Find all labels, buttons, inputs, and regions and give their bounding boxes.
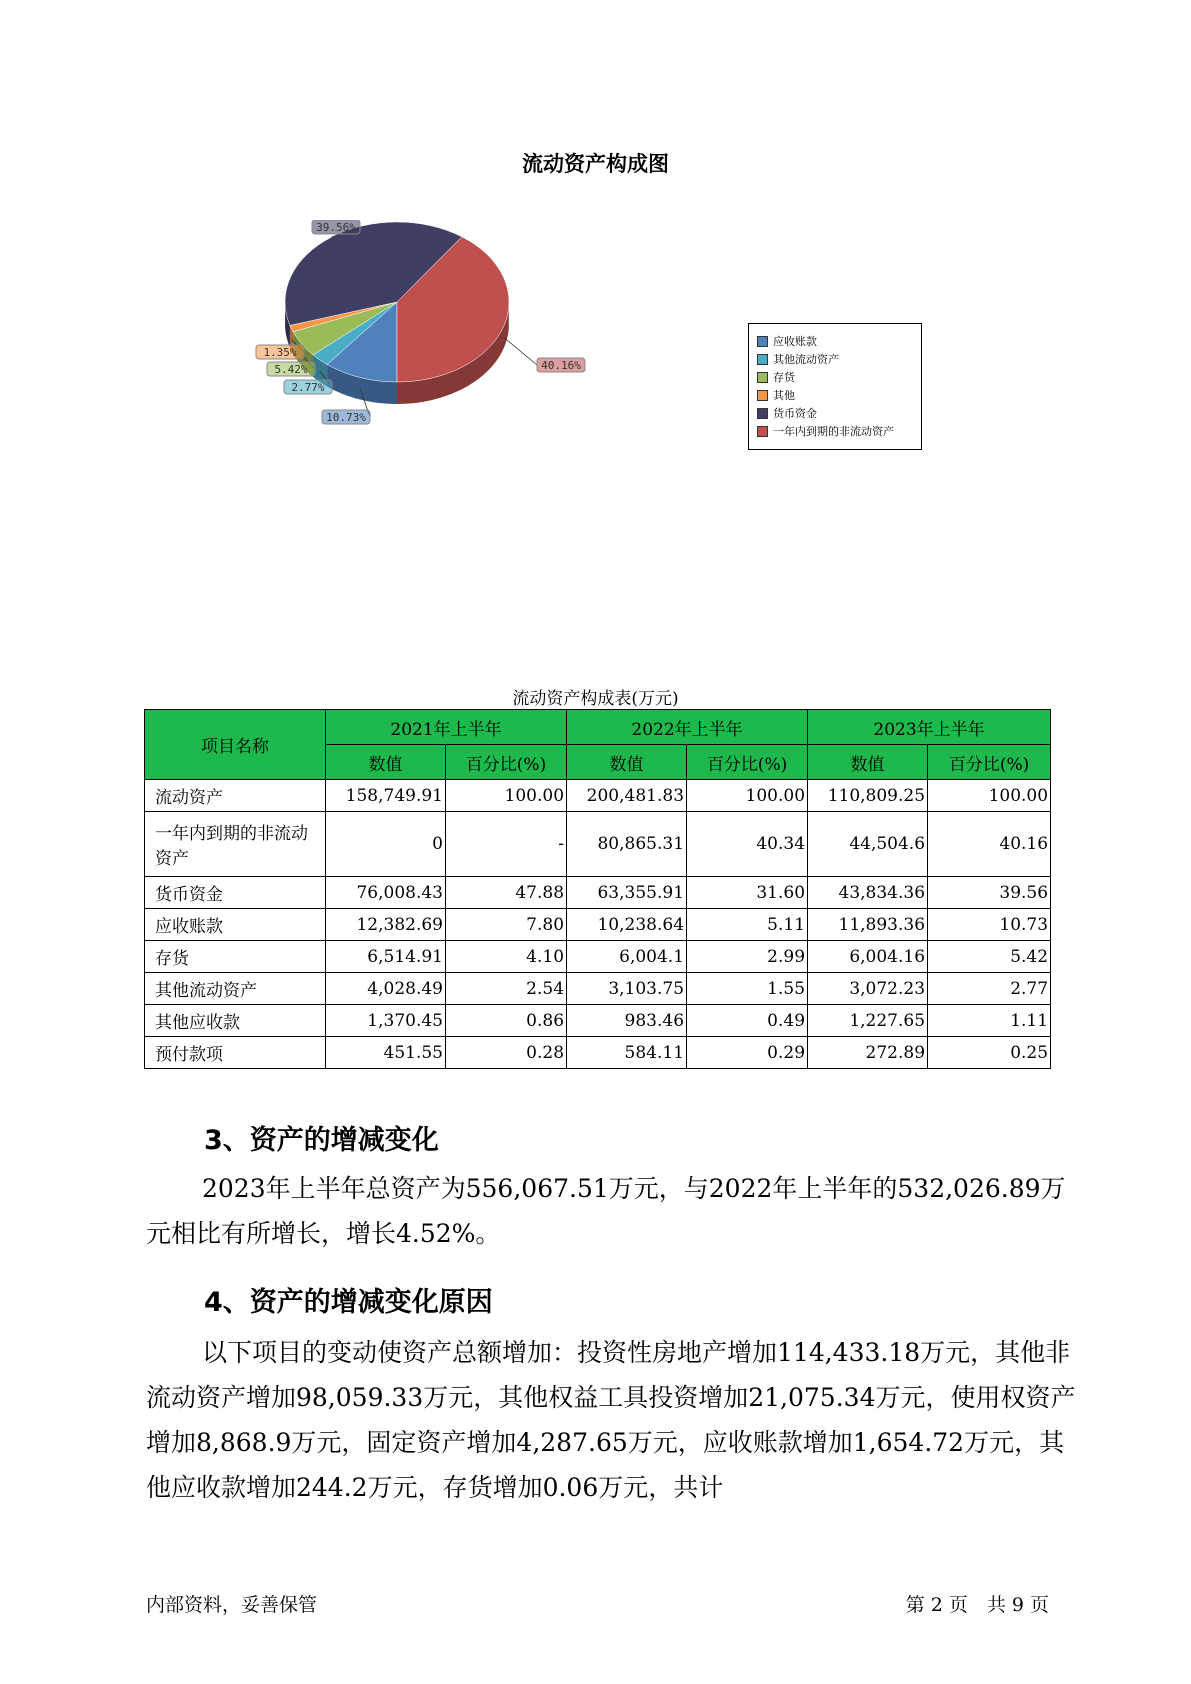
pie-leader-line (504, 337, 537, 365)
pie-data-label: 2.77% (291, 381, 325, 394)
pie-data-label: 40.16% (541, 359, 581, 372)
legend-swatch (757, 336, 768, 347)
cell-percent: 5.11 (687, 909, 808, 941)
legend-swatch (757, 390, 768, 401)
table-row (145, 909, 1051, 941)
cell-value: 4,028.49 (326, 973, 446, 1005)
legend-label: 其他流动资产 (773, 353, 839, 366)
cell-percent: - (446, 812, 567, 877)
table-caption: 流动资产构成表(万元) (512, 689, 679, 709)
cell-percent: 2.77 (928, 973, 1051, 1005)
legend-swatch (757, 426, 768, 437)
cell-value: 10,238.64 (567, 909, 687, 941)
cell-percent: 100.00 (446, 780, 567, 812)
cell-percent: 31.60 (687, 877, 808, 909)
legend-label: 应收账款 (773, 335, 817, 348)
cell-value: 11,893.36 (808, 909, 928, 941)
footer-page-number: 第 2 页 共 9 页 (905, 1594, 1049, 1616)
header-item-name: 项目名称 (145, 710, 326, 780)
legend-label: 一年内到期的非流动资产 (773, 425, 894, 438)
table-row (145, 941, 1051, 973)
row-name: 其他流动资产 (145, 973, 326, 1005)
footer-confidential: 内部资料，妥善保管 (146, 1594, 318, 1616)
legend-label: 其他 (773, 389, 795, 402)
cell-percent: 4.10 (446, 941, 567, 973)
section-3-paragraph (146, 1166, 1076, 1256)
cell-percent: 0.29 (687, 1037, 808, 1069)
header-value: 数值 (808, 745, 928, 780)
cell-percent: 0.25 (928, 1037, 1051, 1069)
cell-percent: 39.56 (928, 877, 1051, 909)
cell-percent: 1.55 (687, 973, 808, 1005)
pie-data-label: 10.73% (326, 411, 366, 424)
section-4-text: 以下项目的变动使资产总额增加：投资性房地产增加114,433.18万元，其他非流动资产增加98,059.33万元，其他权益工具投资增加21,075.34万元，使用权资产增加8,868.9万元，固定资产增加4,287.65万元，应收账款增加1,654.72万元，其他应收款增加244.2万元，存货增加0.06万元，共计 (146, 1338, 1076, 1502)
legend-item (757, 368, 921, 386)
legend-item (757, 350, 921, 368)
header-period: 2023年上半年 (808, 710, 1051, 745)
table-row (145, 1005, 1051, 1037)
legend-item (757, 386, 921, 404)
table-row (145, 973, 1051, 1005)
cell-value: 0 (326, 812, 446, 877)
cell-value: 272.89 (808, 1037, 928, 1069)
header-percent: 百分比(%) (687, 745, 808, 780)
section-3-text: 2023年上半年总资产为556,067.51万元，与2022年上半年的532,026.89万元相比有所增长，增长4.52%。 (146, 1174, 1066, 1248)
cell-value: 3,072.23 (808, 973, 928, 1005)
cell-percent: 0.28 (446, 1037, 567, 1069)
cell-value: 110,809.25 (808, 780, 928, 812)
table-row (145, 812, 1051, 877)
cell-percent: 7.80 (446, 909, 567, 941)
cell-value: 80,865.31 (567, 812, 687, 877)
cell-value: 983.46 (567, 1005, 687, 1037)
cell-value: 584.11 (567, 1037, 687, 1069)
row-name: 流动资产 (145, 780, 326, 812)
cell-percent: 0.86 (446, 1005, 567, 1037)
table-body (145, 780, 1051, 1069)
section-3-heading: 3、资产的增减变化 (204, 1125, 439, 1156)
cell-percent: 2.54 (446, 973, 567, 1005)
pie-slices (285, 222, 509, 382)
cell-percent: 0.49 (687, 1005, 808, 1037)
cell-value: 1,227.65 (808, 1005, 928, 1037)
cell-value: 451.55 (326, 1037, 446, 1069)
legend-item (757, 404, 921, 422)
cell-percent: 100.00 (928, 780, 1051, 812)
cell-value: 3,103.75 (567, 973, 687, 1005)
cell-percent: 1.11 (928, 1005, 1051, 1037)
pie-data-label: 39.56% (316, 221, 356, 234)
cell-value: 12,382.69 (326, 909, 446, 941)
row-name: 预付款项 (145, 1037, 326, 1069)
cell-value: 6,004.1 (567, 941, 687, 973)
header-percent: 百分比(%) (928, 745, 1051, 780)
cell-value: 200,481.83 (567, 780, 687, 812)
cell-value: 44,504.6 (808, 812, 928, 877)
pie-chart (230, 220, 590, 460)
chart-title: 流动资产构成图 (522, 152, 669, 176)
cell-value: 63,355.91 (567, 877, 687, 909)
cell-value: 6,514.91 (326, 941, 446, 973)
cell-percent: 100.00 (687, 780, 808, 812)
row-name: 一年内到期的非流动资产 (145, 812, 326, 877)
legend-item (757, 422, 921, 440)
legend-item (757, 332, 921, 350)
legend-swatch (757, 372, 768, 383)
row-name: 货币资金 (145, 877, 326, 909)
section-4-paragraph (146, 1330, 1076, 1510)
cell-percent: 2.99 (687, 941, 808, 973)
legend-swatch (757, 408, 768, 419)
table-row (145, 1037, 1051, 1069)
table-row (145, 877, 1051, 909)
cell-percent: 10.73 (928, 909, 1051, 941)
cell-value: 158,749.91 (326, 780, 446, 812)
cell-value: 1,370.45 (326, 1005, 446, 1037)
header-value: 数值 (326, 745, 446, 780)
chart-legend (748, 323, 922, 450)
header-value: 数值 (567, 745, 687, 780)
row-name: 存货 (145, 941, 326, 973)
row-name: 应收账款 (145, 909, 326, 941)
header-period: 2021年上半年 (326, 710, 567, 745)
cell-percent: 47.88 (446, 877, 567, 909)
pie-data-label: 5.42% (274, 363, 308, 376)
cell-value: 76,008.43 (326, 877, 446, 909)
row-name: 其他应收款 (145, 1005, 326, 1037)
section-4-heading: 4、资产的增减变化原因 (204, 1287, 493, 1318)
table-row (145, 780, 1051, 812)
legend-swatch (757, 354, 768, 365)
current-assets-table (144, 709, 1051, 1069)
header-period: 2022年上半年 (567, 710, 808, 745)
cell-value: 6,004.16 (808, 941, 928, 973)
pie-data-label: 1.35% (263, 346, 297, 359)
legend-label: 货币资金 (773, 407, 817, 420)
cell-percent: 40.34 (687, 812, 808, 877)
cell-value: 43,834.36 (808, 877, 928, 909)
header-percent: 百分比(%) (446, 745, 567, 780)
cell-percent: 5.42 (928, 941, 1051, 973)
legend-label: 存货 (773, 371, 795, 384)
cell-percent: 40.16 (928, 812, 1051, 877)
